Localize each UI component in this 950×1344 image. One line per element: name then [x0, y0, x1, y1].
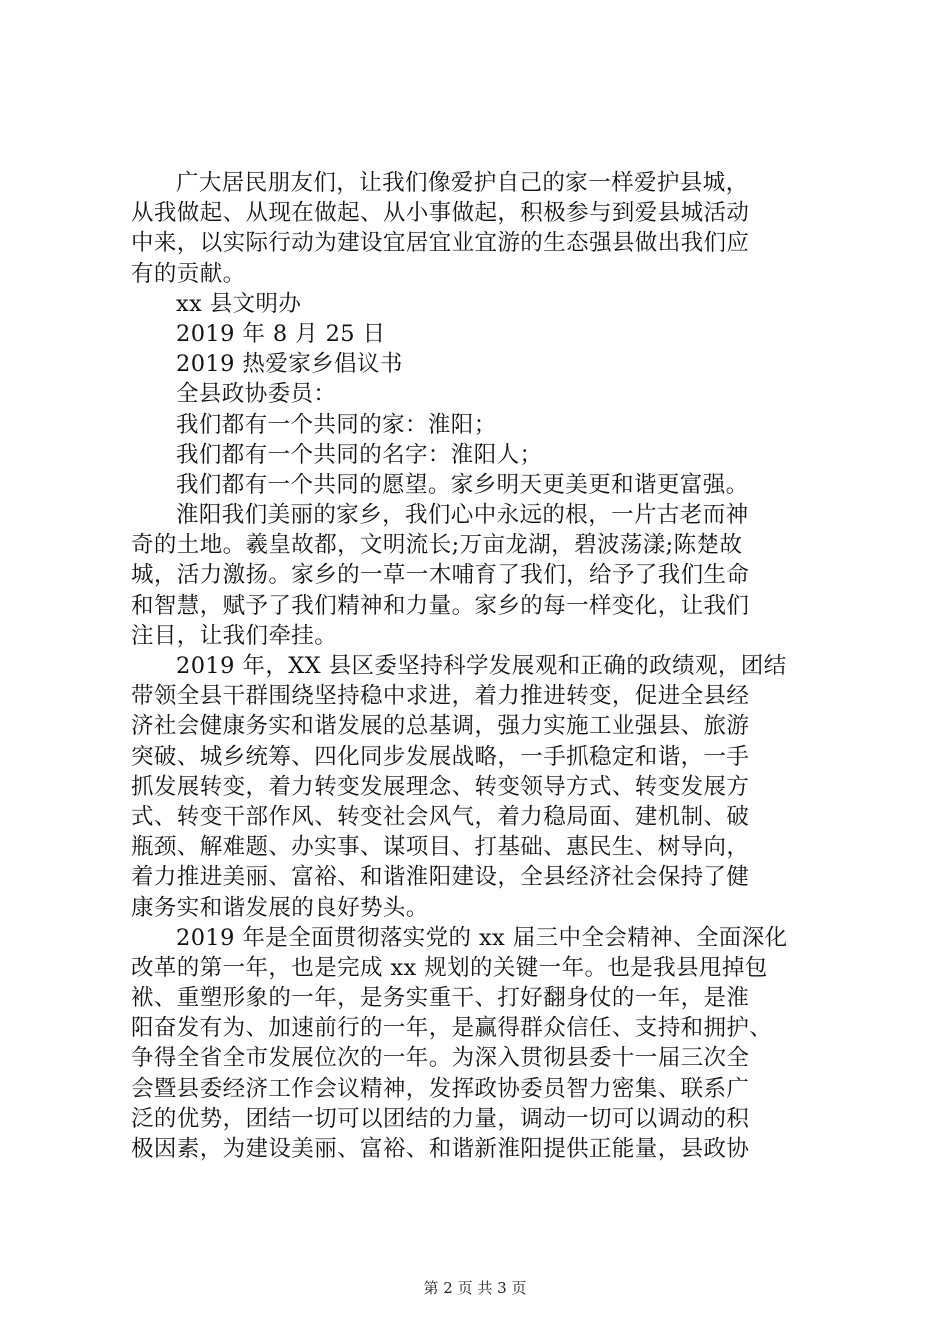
signature-org: xx 县文明办 [176, 290, 302, 317]
paragraph-line: 2019 年是全面贯彻落实党的 xx 届三中全会精神、全面深化 [176, 924, 788, 951]
paragraph-line: 城，活力激扬。家乡的一草一木哺育了我们，给予了我们生命 [131, 562, 750, 589]
paragraph-line: 阳奋发有为、加速前行的一年，是赢得群众信任、支持和拥护、 [131, 1015, 773, 1042]
paragraph-line: 瓶颈、解难题、办实事、谋项目、打基础、惠民生、树导向， [131, 834, 750, 861]
paragraph-line: 泛的优势，团结一切可以团结的力量，调动一切可以调动的积 [131, 1105, 750, 1132]
paragraph-line: 带领全县干群围绕坚持稳中求进，着力推进转变，促进全县经 [131, 683, 750, 710]
paragraph-line: 奇的土地。羲皇故都，文明流长;万亩龙湖，碧波荡漾;陈楚故 [131, 532, 743, 559]
paragraph-line: 淮阳我们美丽的家乡，我们心中永远的根，一片古老而神 [176, 502, 749, 529]
paragraph-line: 突破、城乡统筹、四化同步发展战略，一手抓稳定和谐，一手 [131, 743, 750, 770]
document-body [131, 168, 831, 1164]
section-title: 2019 热爱家乡倡议书 [176, 351, 403, 378]
paragraph-line: 抓发展转变，着力转变发展理念、转变领导方式、转变发展方 [131, 773, 750, 800]
paragraph-line: 和智慧，赋予了我们精神和力量。家乡的每一样变化，让我们 [131, 592, 750, 619]
page-footer: 第 2 页 共 3 页 [423, 1279, 527, 1297]
paragraph-line: 中来，以实际行动为建设宜居宜业宜游的生态强县做出我们应 [131, 230, 750, 257]
paragraph-line: 济社会健康务实和谐发展的总基调，强力实施工业强县、旅游 [131, 713, 750, 740]
paragraph-line: 注目，让我们牵挂。 [131, 622, 338, 649]
paragraph-line: 康务实和谐发展的良好势头。 [131, 894, 429, 921]
paragraph-line: 改革的第一年，也是完成 xx 规划的关键一年。也是我县甩掉包 [131, 954, 768, 981]
paragraph-line: 式、转变干部作风、转变社会风气，着力稳局面、建机制、破 [131, 803, 750, 830]
paragraph-line: 2019 年，XX 县区委坚持科学发展观和正确的政绩观，团结 [176, 653, 787, 679]
paragraph-line: 极因素，为建设美丽、富裕、和谐新淮阳提供正能量，县政协 [131, 1136, 750, 1162]
paragraph-line: 我们都有一个共同的名字：淮阳人； [176, 441, 543, 468]
paragraph-line: 袱、重塑形象的一年，是务实重干、打好翻身仗的一年，是淮 [131, 985, 750, 1012]
paragraph-line: 从我做起、从现在做起、从小事做起，积极参与到爱县城活动 [131, 200, 750, 227]
paragraph-line: 我们都有一个共同的愿望。家乡明天更美更和谐更富强。 [176, 471, 749, 498]
paragraph-line: 广大居民朋友们，让我们像爱护自己的家一样爱护县城， [176, 170, 749, 196]
signature-date: 2019 年 8 月 25 日 [176, 320, 386, 347]
paragraph-line: 会暨县委经济工作会议精神，发挥政协委员智力密集、联系广 [131, 1075, 750, 1102]
paragraph-line: 有的贡献。 [131, 260, 246, 287]
paragraph-line: 着力推进美丽、富裕、和谐淮阳建设，全县经济社会保持了健 [131, 864, 750, 891]
paragraph-line: 我们都有一个共同的家：淮阳； [176, 411, 497, 438]
paragraph-line: 争得全省全市发展位次的一年。为深入贯彻县委十一届三次全 [131, 1045, 750, 1072]
salutation: 全县政协委员： [176, 381, 337, 408]
